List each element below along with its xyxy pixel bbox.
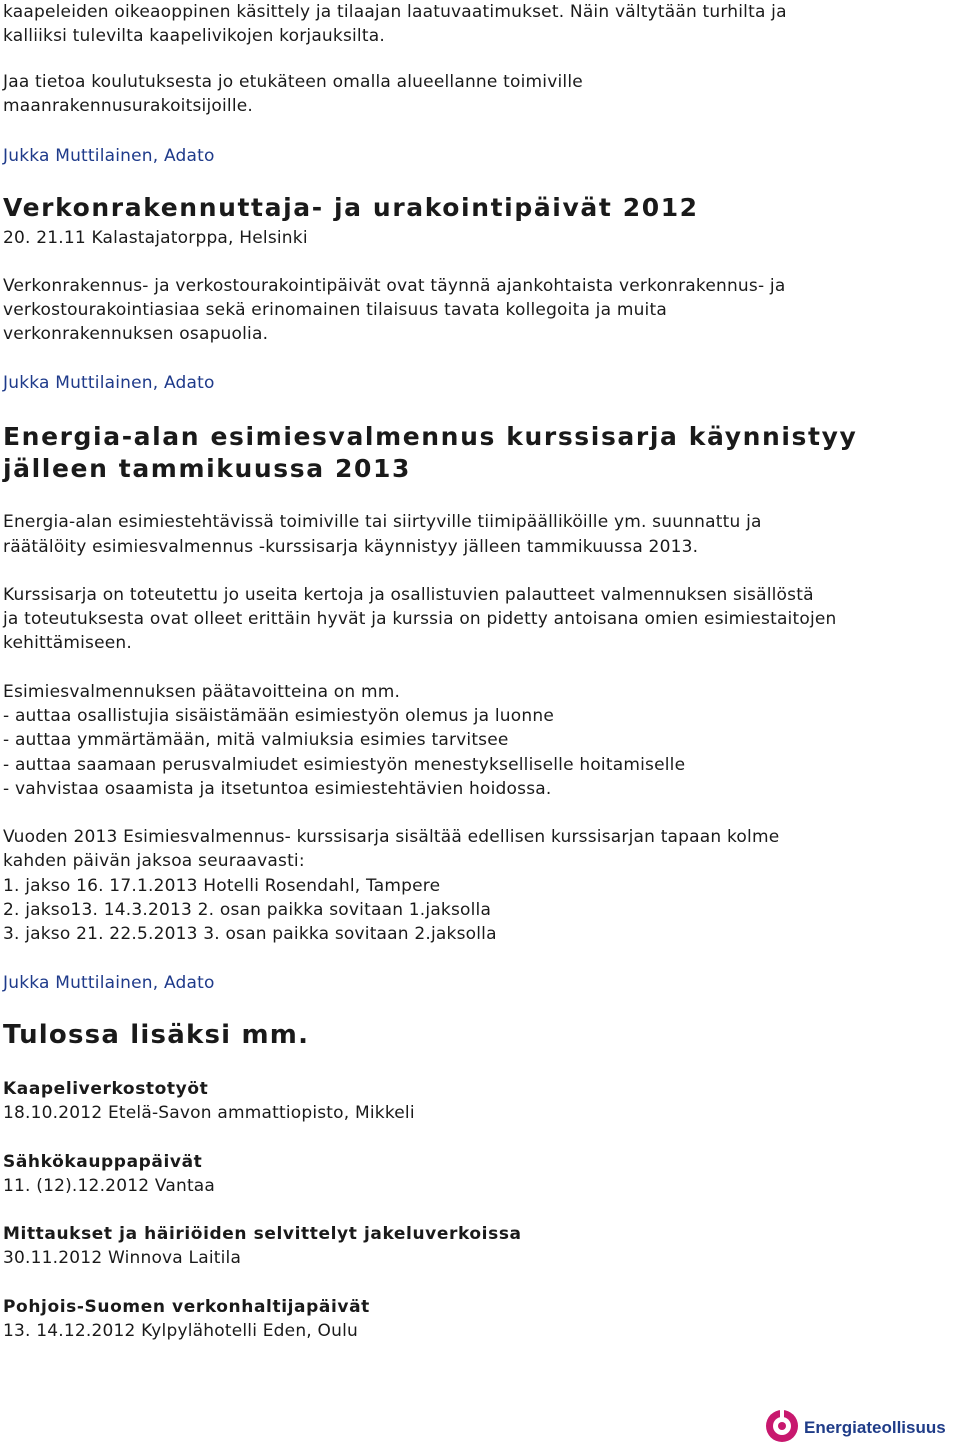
event-name: Pohjois-Suomen verkonhaltijapäivät xyxy=(3,1297,370,1317)
intro-text: kalliiksi tulevilta kaapelivikojen korjauksilta. xyxy=(3,26,385,46)
goal-item: - auttaa ymmärtämään, mitä valmiuksia esimies tarvitsee xyxy=(3,730,509,750)
goal-item: - vahvistaa osaamista ja itsetuntoa esimiestehtävien hoidossa. xyxy=(3,779,552,799)
body-text: Verkonrakennus- ja verkostourakointipäivät ovat täynnä ajankohtaista verkonrakennus- ja xyxy=(3,276,786,296)
intro-text: kaapeleiden oikeaoppinen käsittely ja tilaajan laatuvaatimukset. Näin vältytään turhilta ja xyxy=(3,2,787,22)
body-text: kahden päivän jaksoa seuraavasti: xyxy=(3,851,305,871)
body-text: kehittämiseen. xyxy=(3,633,132,653)
intro-text: Jaa tietoa koulutuksesta jo etukäteen omalla alueellanne toimiville xyxy=(3,72,583,92)
event-detail: 18.10.2012 Etelä-Savon ammattiopisto, Mikkeli xyxy=(3,1103,415,1123)
body-text: ja toteutuksesta ovat olleet erittäin hyvät ja kurssia on pidetty antoisana omien esimiestaitojen xyxy=(3,609,837,629)
event-name: Kaapeliverkostotyöt xyxy=(3,1079,209,1099)
author-credit: Jukka Muttilainen, Adato xyxy=(3,373,215,393)
section-heading: Verkonrakennuttaja- ja urakointipäivät 2012 xyxy=(3,193,699,222)
energiateollisuus-logo xyxy=(762,1404,958,1448)
author-credit: Jukka Muttilainen, Adato xyxy=(3,973,215,993)
event-detail: 30.11.2012 Winnova Laitila xyxy=(3,1248,242,1268)
logo-mark-icon xyxy=(766,1408,798,1442)
section-heading: jälleen tammikuussa 2013 xyxy=(3,454,412,483)
period-item: 3. jakso 21. 22.5.2013 3. osan paikka sovitaan 2.jaksolla xyxy=(3,924,497,944)
body-text: Vuoden 2013 Esimiesvalmennus- kurssisarja sisältää edellisen kurssisarjan tapaan kolme xyxy=(3,827,780,847)
body-text: verkostourakointiasiaa sekä erinomainen tilaisuus tavata kollegoita ja muita xyxy=(3,300,667,320)
body-text: Kurssisarja on toteutettu jo useita kertoja ja osallistuvien palautteet valmennuksen sisällöstä xyxy=(3,585,814,605)
goal-item: - auttaa saamaan perusvalmiudet esimiestyön menestykselliselle hoitamiselle xyxy=(3,755,686,775)
upcoming-heading: Tulossa lisäksi mm. xyxy=(3,1020,310,1050)
logo-text: Energiateollisuus xyxy=(804,1418,946,1437)
event-date-place: 20. 21.11 Kalastajatorppa, Helsinki xyxy=(3,228,308,248)
body-text: Energia-alan esimiestehtävissä toimiville tai siirtyville tiimipäälliköille ym. suunnattu ja xyxy=(3,512,762,532)
intro-text: maanrakennusurakoitsijoille. xyxy=(3,96,253,116)
event-detail: 13. 14.12.2012 Kylpylähotelli Eden, Oulu xyxy=(3,1321,358,1341)
goals-intro: Esimiesvalmennuksen päätavoitteina on mm. xyxy=(3,682,401,702)
section-heading: Energia-alan esimiesvalmennus kurssisarja käynnistyy xyxy=(3,422,858,451)
period-item: 2. jakso13. 14.3.2013 2. osan paikka sovitaan 1.jaksolla xyxy=(3,900,492,920)
body-text: verkonrakennuksen osapuolia. xyxy=(3,324,269,344)
goal-item: - auttaa osallistujia sisäistämään esimiestyön olemus ja luonne xyxy=(3,706,554,726)
period-item: 1. jakso 16. 17.1.2013 Hotelli Rosendahl, Tampere xyxy=(3,876,441,896)
body-text: räätälöity esimiesvalmennus -kurssisarja käynnistyy jälleen tammikuussa 2013. xyxy=(3,537,699,557)
author-credit: Jukka Muttilainen, Adato xyxy=(3,146,215,166)
event-detail: 11. (12).12.2012 Vantaa xyxy=(3,1176,216,1196)
event-name: Mittaukset ja häiriöiden selvittelyt jakeluverkoissa xyxy=(3,1224,522,1244)
event-name: Sähkökauppapäivät xyxy=(3,1152,203,1172)
